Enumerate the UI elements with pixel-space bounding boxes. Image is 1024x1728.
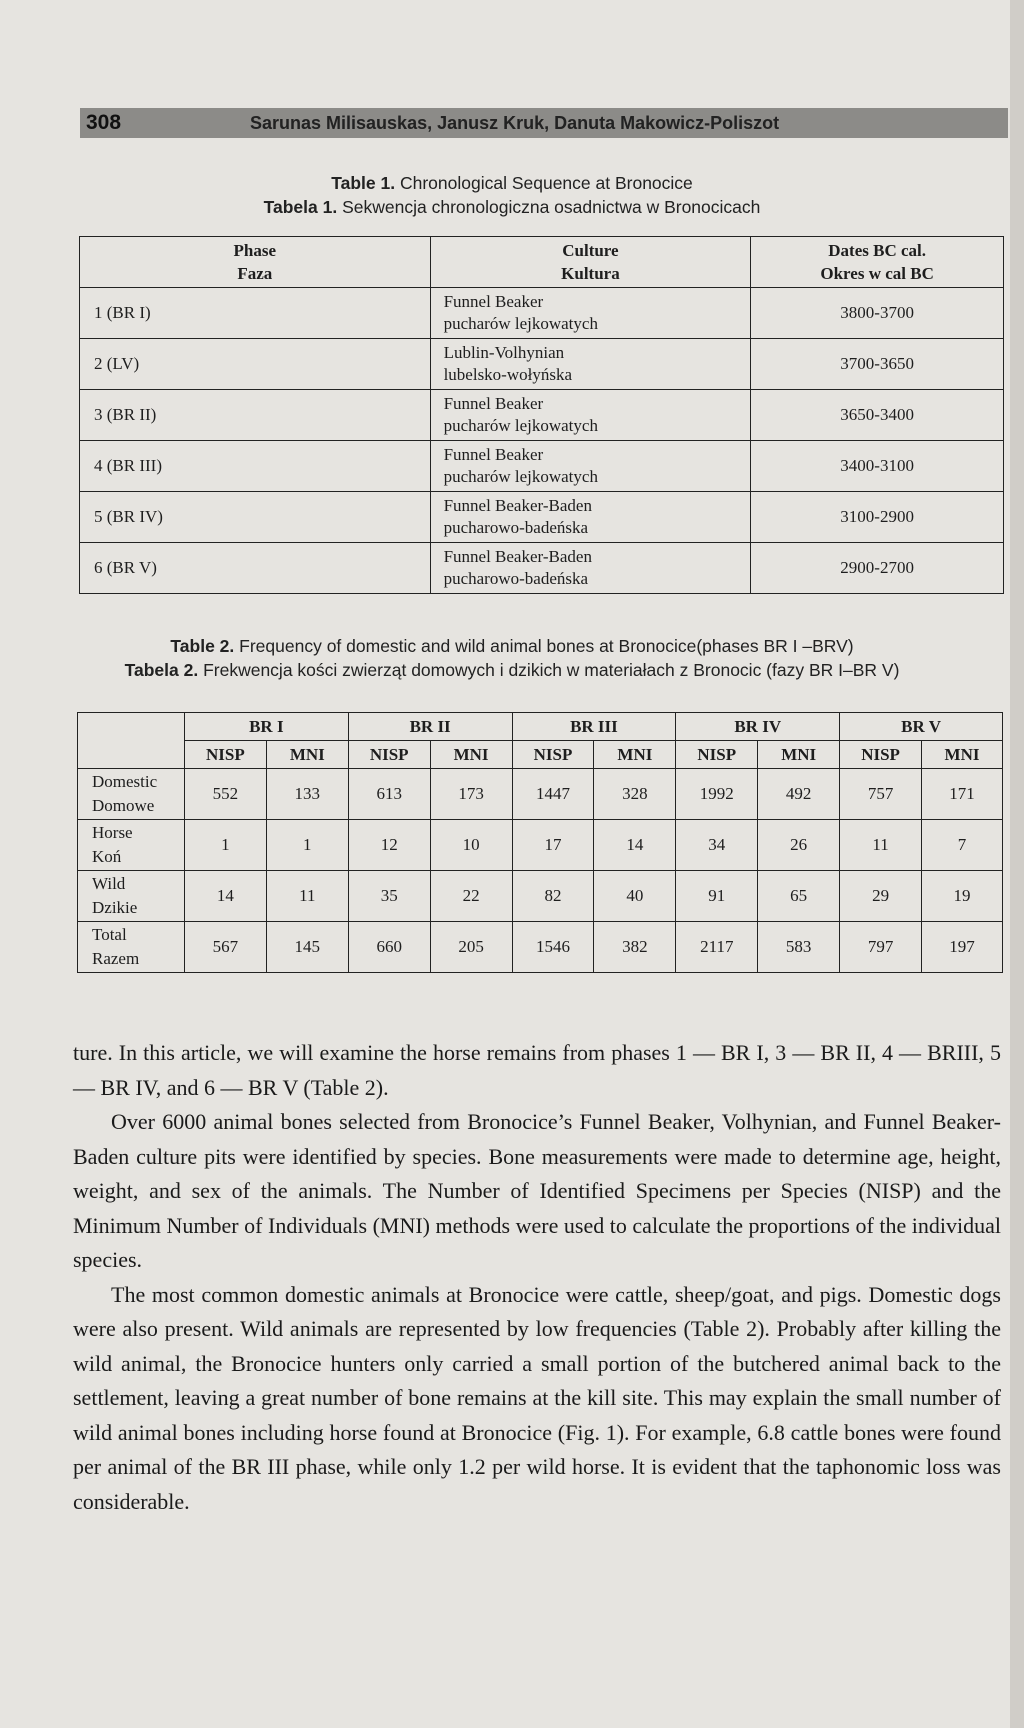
- measure-header: MNI: [430, 741, 512, 769]
- value-cell: 19: [922, 871, 1003, 922]
- row-label-pl: Koń: [92, 847, 122, 866]
- measure-header: MNI: [266, 741, 348, 769]
- row-label: [78, 871, 185, 922]
- value-cell: 91: [676, 871, 758, 922]
- value-cell: 171: [922, 769, 1003, 820]
- row-label-pl: Dzikie: [92, 898, 138, 917]
- culture-cell: [430, 390, 751, 441]
- culture-cell: [430, 288, 751, 339]
- measure-header: NISP: [184, 741, 266, 769]
- column-header-culture: [430, 237, 751, 288]
- header-line: Phase: [233, 241, 277, 260]
- value-cell: 40: [594, 871, 676, 922]
- value-cell: 12: [348, 820, 430, 871]
- header-line: Faza: [237, 264, 273, 283]
- article-body: [73, 1036, 1001, 1519]
- row-label: [78, 922, 185, 973]
- culture-pl: pucharowo-badeńska: [443, 518, 589, 537]
- dates-cell: 2900-2700: [751, 543, 1004, 594]
- running-header-authors: Sarunas Milisauskas, Janusz Kruk, Danuta Makowicz-Poliszot: [250, 112, 780, 133]
- value-cell: 17: [512, 820, 594, 871]
- table-row: [80, 441, 1004, 492]
- table-header-row: [80, 237, 1004, 288]
- measure-header: NISP: [348, 741, 430, 769]
- row-label-en: Domestic: [92, 772, 158, 791]
- row-label-en: Wild: [92, 874, 126, 893]
- table2-caption-pl: [0, 660, 1024, 681]
- culture-pl: pucharów lejkowatych: [443, 416, 598, 435]
- table1-caption-en: [0, 173, 1024, 194]
- culture-cell: [430, 492, 751, 543]
- value-cell: 197: [922, 922, 1003, 973]
- phase-cell: 2 (LV): [80, 339, 431, 390]
- culture-pl: pucharów lejkowatych: [443, 467, 598, 486]
- table1-caption-pl-text: Sekwencja chronologiczna osadnictwa w Bronocicach: [342, 197, 761, 217]
- phase-header: BR IV: [676, 713, 840, 741]
- value-cell: 10: [430, 820, 512, 871]
- measure-header: MNI: [758, 741, 840, 769]
- page-number: 308: [86, 111, 122, 134]
- culture-pl: lubelsko-wołyńska: [443, 365, 573, 384]
- phase-cell: 5 (BR IV): [80, 492, 431, 543]
- table-row: [80, 492, 1004, 543]
- measure-header: NISP: [840, 741, 922, 769]
- table-row: [80, 288, 1004, 339]
- dates-cell: 3400-3100: [751, 441, 1004, 492]
- value-cell: 1447: [512, 769, 594, 820]
- culture-en: Funnel Beaker: [443, 292, 544, 311]
- body-paragraph: Over 6000 animal bones selected from Bronocice’s Funnel Beaker, Volhynian, and Funnel Beaker-Baden culture pits were identified by species. Bone measurements were made to determine age, height, weight, and sex of the animals. The Number of Identified Specimens per Species (NISP) and the Minimum Number of Individuals (MNI) methods were used to calculate the proportions of the individual species.: [73, 1109, 1001, 1272]
- table2-caption-en-text: Frequency of domestic and wild animal bones at Bronocice(phases BR I –BRV): [239, 636, 854, 656]
- table1-caption-en-label: Table 1.: [331, 173, 396, 193]
- value-cell: 613: [348, 769, 430, 820]
- value-cell: 34: [676, 820, 758, 871]
- running-header: [80, 108, 1008, 138]
- value-cell: 1: [266, 820, 348, 871]
- row-label-pl: Razem: [92, 949, 140, 968]
- culture-en: Funnel Beaker: [443, 394, 544, 413]
- culture-pl: pucharów lejkowatych: [443, 314, 598, 333]
- dates-cell: 3800-3700: [751, 288, 1004, 339]
- phase-header-row: [78, 713, 1003, 741]
- column-header-dates: [751, 237, 1004, 288]
- chronology-table: [79, 236, 1004, 594]
- value-cell: 205: [430, 922, 512, 973]
- table1-caption-pl: [0, 197, 1024, 218]
- table-row: [80, 339, 1004, 390]
- value-cell: 145: [266, 922, 348, 973]
- header-line: Culture: [562, 241, 619, 260]
- row-label-en: Total: [92, 925, 127, 944]
- page-edge: [1010, 0, 1024, 1728]
- measure-header: MNI: [594, 741, 676, 769]
- value-cell: 82: [512, 871, 594, 922]
- value-cell: 552: [184, 769, 266, 820]
- table2-caption-pl-label: Tabela 2.: [124, 660, 199, 680]
- phase-cell: 4 (BR III): [80, 441, 431, 492]
- value-cell: 29: [840, 871, 922, 922]
- culture-en: Lublin-Volhynian: [443, 343, 565, 362]
- value-cell: 14: [184, 871, 266, 922]
- animal-bones-table: [77, 712, 1003, 973]
- value-cell: 11: [840, 820, 922, 871]
- body-paragraph: The most common domestic animals at Bronocice were cattle, sheep/goat, and pigs. Domestic dogs were also present. Wild animals are represented by low frequencies (Table 2). Probably after killing the wild animal, the Bronocice hunters only carried a small portion of the butchered animal back to the settlement, leaving a great number of bone remains at the kill site. This may explain the small number of wild animal bones including horse found at Bronocice (Fig. 1). For example, 6.8 cattle bones were found per animal of the BR III phase, while only 1.2 per wild horse. It is evident that the taphonomic loss was considerable.: [73, 1281, 1001, 1514]
- value-cell: 22: [430, 871, 512, 922]
- phase-cell: 6 (BR V): [80, 543, 431, 594]
- measure-header: NISP: [512, 741, 594, 769]
- value-cell: 583: [758, 922, 840, 973]
- value-cell: 328: [594, 769, 676, 820]
- value-cell: 26: [758, 820, 840, 871]
- table-row: [80, 390, 1004, 441]
- table-row: [78, 871, 1003, 922]
- value-cell: 1546: [512, 922, 594, 973]
- column-header-phase: [80, 237, 431, 288]
- table2-caption-en-label: Table 2.: [170, 636, 235, 656]
- table-row: [78, 820, 1003, 871]
- table1-caption-en-text: Chronological Sequence at Bronocice: [399, 173, 693, 193]
- dates-cell: 3100-2900: [751, 492, 1004, 543]
- value-cell: 567: [184, 922, 266, 973]
- header-line: Okres w cal BC: [820, 264, 934, 283]
- table1-caption-pl-label: Tabela 1.: [263, 197, 338, 217]
- value-cell: 660: [348, 922, 430, 973]
- row-label: [78, 820, 185, 871]
- value-cell: 14: [594, 820, 676, 871]
- value-cell: 382: [594, 922, 676, 973]
- phase-cell: 3 (BR II): [80, 390, 431, 441]
- value-cell: 11: [266, 871, 348, 922]
- row-label-en: Horse: [92, 823, 133, 842]
- phase-header: BR I: [184, 713, 348, 741]
- header-line: Dates BC cal.: [828, 241, 926, 260]
- culture-en: Funnel Beaker-Baden: [443, 547, 592, 566]
- culture-en: Funnel Beaker-Baden: [443, 496, 592, 515]
- header-line: Kultura: [561, 264, 620, 283]
- value-cell: 7: [922, 820, 1003, 871]
- table-row: [78, 922, 1003, 973]
- value-cell: 35: [348, 871, 430, 922]
- phase-cell: 1 (BR I): [80, 288, 431, 339]
- value-cell: 1: [184, 820, 266, 871]
- culture-cell: [430, 441, 751, 492]
- body-paragraph: ture. In this article, we will examine the horse remains from phases 1 — BR I, 3 — BR II, 4 — BRIII, 5 — BR IV, and 6 — BR V (Table 2).: [73, 1040, 1001, 1100]
- measure-header: NISP: [676, 741, 758, 769]
- value-cell: 65: [758, 871, 840, 922]
- measure-header-row: [78, 741, 1003, 769]
- empty-corner-cell: [78, 713, 185, 769]
- culture-cell: [430, 339, 751, 390]
- row-label: [78, 769, 185, 820]
- table2-caption-en: [0, 636, 1024, 657]
- phase-header: BR III: [512, 713, 676, 741]
- culture-pl: pucharowo-badeńska: [443, 569, 589, 588]
- phase-header: BR V: [840, 713, 1003, 741]
- value-cell: 173: [430, 769, 512, 820]
- value-cell: 757: [840, 769, 922, 820]
- table2-caption-pl-text: Frekwencja kości zwierząt domowych i dzikich w materiałach z Bronocic (fazy BR I–BR V): [203, 660, 900, 680]
- value-cell: 797: [840, 922, 922, 973]
- phase-header: BR II: [348, 713, 512, 741]
- value-cell: 133: [266, 769, 348, 820]
- culture-cell: [430, 543, 751, 594]
- value-cell: 492: [758, 769, 840, 820]
- table-row: [80, 543, 1004, 594]
- value-cell: 1992: [676, 769, 758, 820]
- value-cell: 2117: [676, 922, 758, 973]
- culture-en: Funnel Beaker: [443, 445, 544, 464]
- row-label-pl: Domowe: [92, 796, 155, 815]
- dates-cell: 3700-3650: [751, 339, 1004, 390]
- table-row: [78, 769, 1003, 820]
- dates-cell: 3650-3400: [751, 390, 1004, 441]
- measure-header: MNI: [922, 741, 1003, 769]
